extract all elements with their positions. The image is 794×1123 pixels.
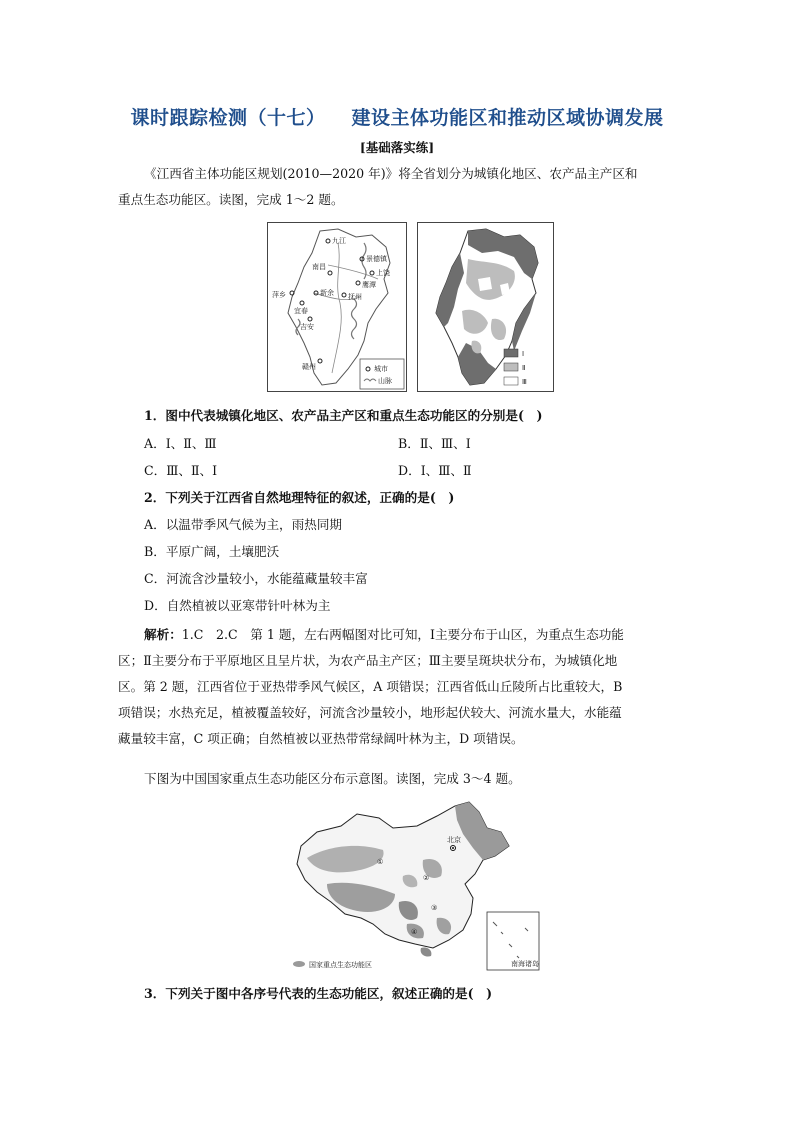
legend-zone-1: Ⅰ [522, 350, 525, 358]
capital-label: 北京 [447, 836, 461, 844]
china-map-legend: 国家重点生态功能区 [309, 961, 372, 969]
q2-option-d: D．自然植被以亚寒带针叶林为主 [144, 598, 331, 613]
legend-zone-2: Ⅱ [522, 364, 526, 372]
zone-marker-3: ③ [431, 904, 438, 912]
city-label: 景德镇 [366, 255, 387, 263]
city-label: 萍乡 [272, 291, 286, 299]
jiangxi-city-map [267, 222, 407, 392]
city-label: 吉安 [300, 323, 314, 331]
zone-marker-1: ① [377, 858, 384, 866]
city-label: 新余 [320, 289, 334, 297]
legend-zone-3: Ⅲ [522, 378, 527, 386]
city-label: 宜春 [294, 307, 308, 315]
page-title: 课时跟踪检测（十七） 建设主体功能区和推动区域协调发展 [130, 107, 664, 129]
q1-option-c: C．Ⅲ、Ⅱ、Ⅰ [144, 463, 218, 478]
q2-option-a: A．以温带季风气候为主，雨热同期 [144, 517, 343, 532]
question-3-stem: 3．下列关于图中各序号代表的生态功能区，叙述正确的是( ) [144, 986, 493, 1001]
question-2-stem: 2．下列关于江西省自然地理特征的叙述，正确的是( ) [144, 490, 455, 505]
city-markers [272, 236, 390, 371]
jiangxi-zone-map [417, 222, 554, 392]
q1-option-d: D．Ⅰ、Ⅲ、Ⅱ [398, 463, 472, 478]
city-label: 抚州 [348, 293, 362, 301]
legend-mountain: 山脉 [378, 377, 392, 385]
zone-marker-2: ② [423, 874, 430, 882]
zone-marker-4: ④ [411, 928, 418, 936]
city-label: 上饶 [376, 269, 390, 277]
q1-option-a: A．Ⅰ、Ⅱ、Ⅲ [144, 436, 217, 451]
q2-option-c: C．河流含沙量较小，水能蕴藏量较丰富 [144, 571, 368, 586]
legend-city: 城市 [374, 365, 388, 373]
analysis-paragraph: 解析：1.C 2.C 第 1 题，左右两幅图对比可知，Ⅰ主要分布于山区，为重点生态功能 区；Ⅱ主要分布于平原地区且呈片状，为农产品主产区；Ⅲ主要呈斑块状分布，为城镇化地 区。第 2 题，江西省位于亚热带季风气候区，A 项错误；江西省低山丘陵所占比重较大，B 项错误；水热充足，植被覆盖较好，河流含沙量较小，地形起伏较大、河流水量大，水能蕴 藏量较丰富，C 项正确；自然植被以亚热带常绿阔叶林为主，D 项错误。 [118, 627, 624, 746]
china-ecology-map [287, 798, 543, 974]
q1-option-b: B．Ⅱ、Ⅲ、Ⅰ [398, 436, 471, 451]
city-label: 九江 [332, 237, 346, 245]
intro-paragraph: 《江西省主体功能区规划(2010—2020 年)》将全省划分为城镇化地区、农产品主产区和 重点生态功能区。读图，完成 1～2 题。 [118, 166, 638, 207]
question-1-stem: 1．图中代表城镇化地区、农产品主产区和重点生态功能区的分别是( ) [144, 408, 543, 423]
section-subtitle: [基础落实练] [359, 140, 435, 155]
city-label: 鹰潭 [362, 281, 376, 289]
intro-paragraph-2: 下图为中国国家重点生态功能区分布示意图。读图，完成 3～4 题。 [144, 771, 521, 786]
zone-legend [504, 349, 527, 386]
city-label: 赣州 [302, 363, 316, 371]
q2-option-b: B．平原广阔，土壤肥沃 [144, 544, 280, 559]
city-label: 南昌 [312, 263, 326, 271]
inset-label: 南海诸岛 [511, 960, 539, 968]
